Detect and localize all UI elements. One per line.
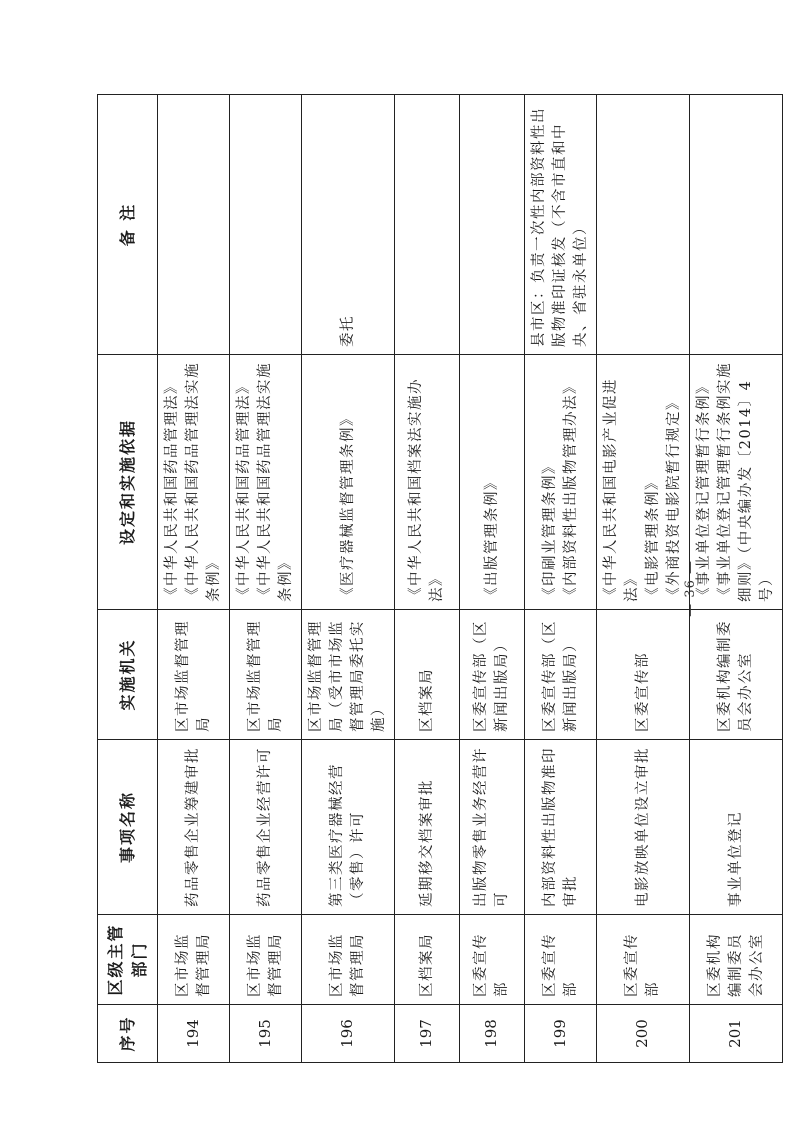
cell-basis: [525, 355, 597, 610]
basis-line: 《中华人民共和国药品管理法实施条例》: [185, 362, 223, 602]
cell-no: 200: [597, 1005, 690, 1063]
cell-note: [395, 95, 460, 355]
cell-no: 196: [302, 1005, 395, 1063]
cell-org: 区市场监督管理局: [158, 610, 230, 740]
cell-note: [230, 95, 302, 355]
cell-org: 区委宣传部: [597, 610, 690, 740]
basis-line: 《事业单位登记管理暂行条例》: [696, 378, 713, 602]
cell-dept: 区档案局: [395, 915, 460, 1005]
cell-org: 区委机构编制委员会办公室: [690, 610, 783, 740]
table-row: [690, 95, 783, 1063]
cell-item: 延期移交档案审批: [395, 740, 460, 915]
basis-line: 《印刷业管理条例》: [541, 458, 558, 602]
cell-basis: [395, 355, 460, 610]
basis-line: 《中华人民共和国电影产业促进法》: [603, 378, 641, 602]
cell-org: 区委宣传部（区新闻出版局）: [460, 610, 525, 740]
cell-no: 201: [690, 1005, 783, 1063]
cell-note: 委托: [302, 95, 395, 355]
cell-item: 事业单位登记: [690, 740, 783, 915]
cell-no: 198: [460, 1005, 525, 1063]
cell-org: 区市场监督管理局（受市市场监督管理局委托实施）: [302, 610, 395, 740]
table-header-row: [98, 95, 158, 1063]
cell-basis: [597, 355, 690, 610]
cell-dept: 区市场监督管理局: [302, 915, 395, 1005]
cell-item: 出版物零售业务经营许可: [460, 740, 525, 915]
cell-note: 县市区：负责一次性内部资料性出版物准印证核发（不含市直和中央、省驻永单位）: [525, 95, 597, 355]
header-org: 实施机关: [98, 610, 158, 740]
header-basis: 设定和实施依据: [98, 355, 158, 610]
table-row: [597, 95, 690, 1063]
cell-note: [460, 95, 525, 355]
cell-dept: 区委机构编制委员会办公室: [690, 915, 783, 1005]
cell-dept: 区委宣传部: [597, 915, 690, 1005]
page-number: — 36 —: [683, 560, 698, 617]
basis-line: 《医疗器械监督管理条例》: [339, 410, 356, 602]
cell-dept: 区市场监督管理局: [230, 915, 302, 1005]
cell-item: 药品零售企业筹建审批: [158, 740, 230, 915]
cell-no: 197: [395, 1005, 460, 1063]
cell-basis: [158, 355, 230, 610]
basis-line: 《中华人民共和国药品管理法》: [164, 378, 180, 602]
cell-basis: [690, 355, 783, 610]
cell-item: 内部资料性出版物准印审批: [525, 740, 597, 915]
cell-org: 区委宣传部（区新闻出版局）: [525, 610, 597, 740]
table-row: [395, 95, 460, 1063]
cell-item: 第三类医疗器械经营（零售）许可: [302, 740, 395, 915]
approval-items-table: [97, 94, 783, 1063]
table-row: [302, 95, 395, 1063]
header-no: 序号: [98, 1005, 158, 1063]
cell-dept: 区市场监督管理局: [158, 915, 230, 1005]
basis-line: 《中华人民共和国药品管理法》: [236, 378, 253, 602]
cell-no: 195: [230, 1005, 302, 1063]
cell-note: [158, 95, 230, 355]
basis-line: 《内部资料性出版物管理办法》: [562, 378, 579, 602]
header-item: 事项名称: [98, 740, 158, 915]
table-row: [525, 95, 597, 1063]
cell-item: 药品零售企业经营许可: [230, 740, 302, 915]
cell-basis: [460, 355, 525, 610]
cell-dept: 区委宣传部: [460, 915, 525, 1005]
cell-item: 电影放映单位设立审批: [597, 740, 690, 915]
table-row: [460, 95, 525, 1063]
cell-dept: 区委宣传部: [525, 915, 597, 1005]
basis-line: 《电影管理条例》: [645, 474, 662, 602]
cell-no: 194: [158, 1005, 230, 1063]
basis-line: 《中华人民共和国档案法实施办法》: [408, 378, 446, 602]
cell-basis: [230, 355, 302, 610]
basis-line: 《出版管理条例》: [483, 474, 500, 602]
header-note: 备 注: [98, 95, 158, 355]
header-dept: 区级主管部门: [98, 915, 158, 1005]
cell-basis: [302, 355, 395, 610]
table-row: [158, 95, 230, 1063]
cell-org: 区档案局: [395, 610, 460, 740]
basis-line: 《事业单位登记管理暂行条例实施细则》（中央编办发〔2014〕4号）: [717, 362, 776, 602]
cell-org: 区市场监督管理局: [230, 610, 302, 740]
cell-note: [597, 95, 690, 355]
basis-line: 《中华人民共和国药品管理法实施条例》: [257, 362, 295, 602]
cell-no: 199: [525, 1005, 597, 1063]
basis-line: 《外商投资电影院暂行规定》: [666, 394, 683, 602]
cell-note: [690, 95, 783, 355]
table-row: [230, 95, 302, 1063]
